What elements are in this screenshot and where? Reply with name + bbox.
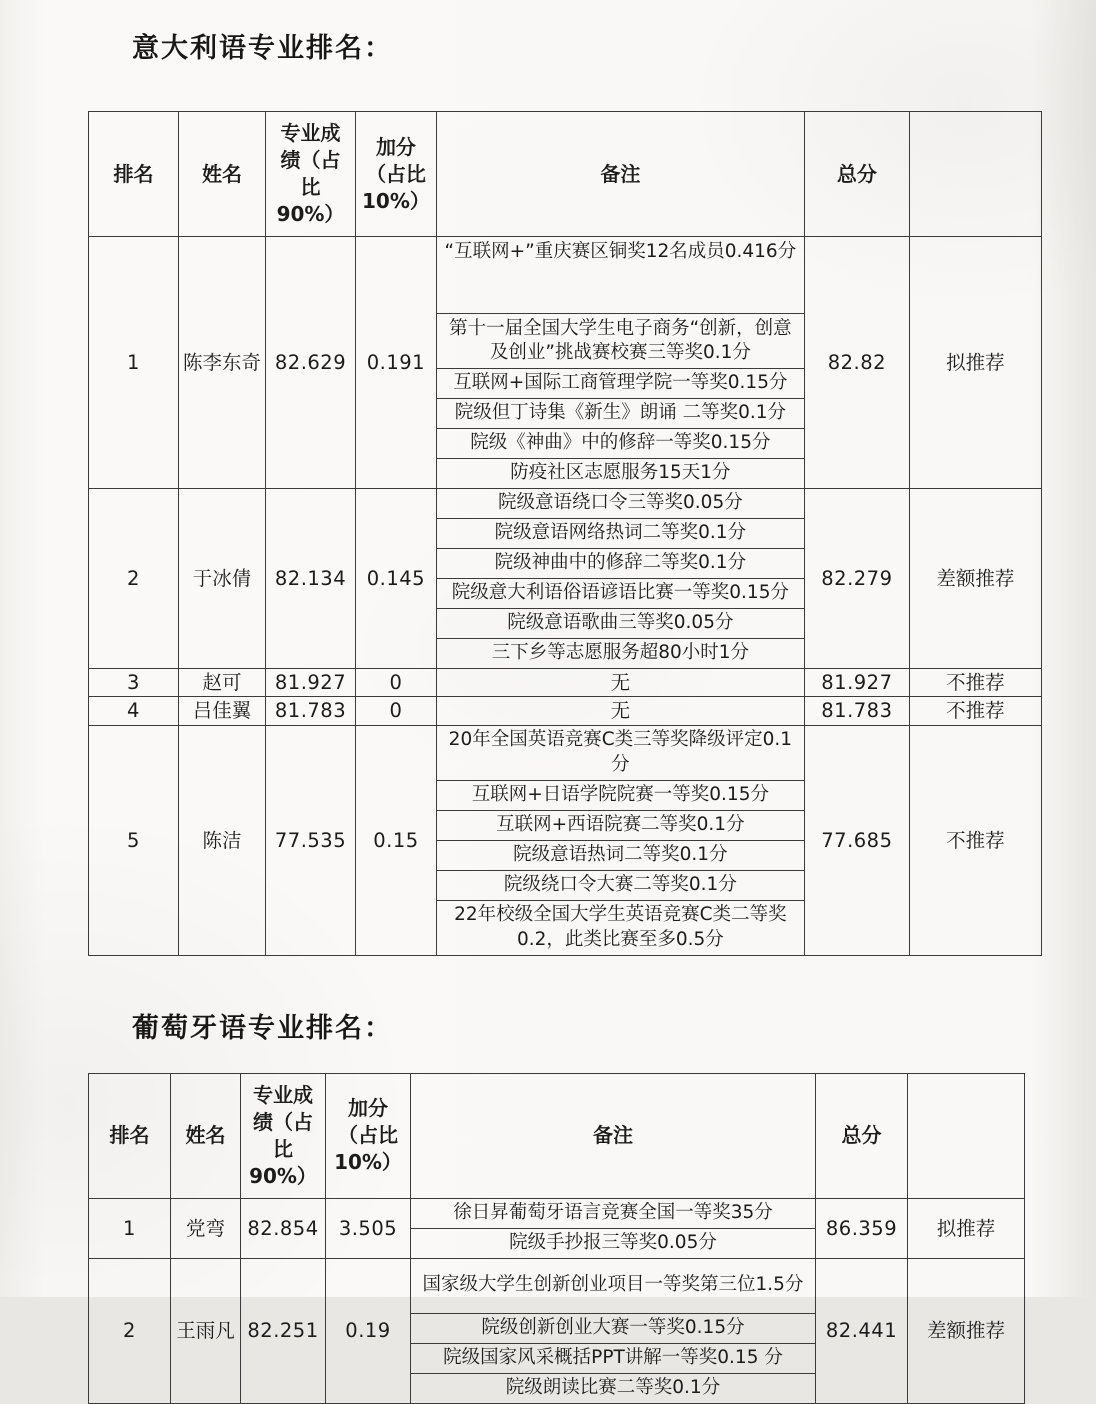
name-cell: 于冰倩: [179, 489, 266, 669]
note-item: 第十一届全国大学生电子商务“创新，创意及创业”挑战赛校赛三等奖0.1分: [437, 314, 804, 369]
name-cell: 赵可: [179, 669, 266, 697]
bonus-cell: 0: [356, 697, 437, 725]
section-title-portuguese: 葡萄牙语专业排名：: [132, 1012, 393, 1044]
note-item: 22年校级全国大学生英语竞赛C类二等奖0.2，此类比赛至多0.5分: [454, 904, 787, 950]
recommendation-cell: 拟推荐: [909, 237, 1041, 489]
table-row: [89, 1258, 1025, 1403]
name-cell: 陈李东奇: [179, 237, 266, 489]
table-row: [89, 669, 1042, 697]
notes-cell: [436, 725, 804, 955]
header-row: [89, 1073, 1025, 1198]
notes-cell: [436, 237, 804, 489]
rank-cell: 4: [89, 697, 179, 725]
bonus-cell: 0.15: [356, 725, 437, 955]
col-header-score: 专业成绩（占比90%）: [241, 1073, 326, 1198]
name-cell: 陈洁: [179, 725, 266, 955]
note-item: 互联网+国际工商管理学院一等奖0.15分: [437, 369, 804, 399]
score-cell: 82.854: [241, 1198, 326, 1258]
total-cell: 81.927: [804, 669, 909, 697]
table-row: [89, 1198, 1025, 1258]
note-item: 院级意大利语俗语谚语比赛一等奖0.15分: [437, 579, 804, 609]
col-header-score: 专业成绩（占比90%）: [266, 112, 356, 237]
col-header-name: 姓名: [179, 112, 266, 237]
note-item: 院级意语歌曲三等奖0.05分: [437, 609, 804, 639]
table-row: [89, 697, 1042, 725]
note-item: 院级但丁诗集《新生》朗诵 二等奖0.1分: [437, 399, 804, 429]
col-header-notes: 备注: [436, 112, 804, 237]
rank-cell: 1: [89, 1198, 171, 1258]
notes-cell: 无: [436, 669, 804, 697]
note-item: 三下乡等志愿服务超80小时1分: [491, 642, 750, 664]
bonus-cell: 0.191: [356, 237, 437, 489]
recommendation-cell: 拟推荐: [908, 1198, 1025, 1258]
col-header-recommendation: [909, 112, 1041, 237]
score-cell: 81.783: [266, 697, 356, 725]
col-header-rank: 排名: [89, 112, 179, 237]
note-item: 院级朗读比赛二等奖0.1分: [505, 1376, 721, 1398]
total-cell: 77.685: [804, 725, 909, 955]
rank-cell: 1: [89, 237, 179, 489]
name-cell: 党弯: [171, 1198, 241, 1258]
bonus-cell: 0: [356, 669, 437, 697]
rank-cell: 2: [89, 1258, 171, 1403]
note-item: 院级手抄报三等奖0.05分: [509, 1231, 717, 1253]
note-item: 20年全国英语竞赛C类三等奖降级评定0.1分: [437, 726, 804, 781]
score-cell: 77.535: [266, 725, 356, 955]
total-cell: 82.441: [816, 1258, 908, 1403]
score-cell: 82.251: [241, 1258, 326, 1403]
note-item: 院级创新创业大赛一等奖0.15分: [411, 1314, 815, 1344]
total-cell: 86.359: [816, 1198, 908, 1258]
score-cell: 82.629: [266, 237, 356, 489]
recommendation-cell: 不推荐: [909, 725, 1041, 955]
col-header-bonus: 加分（占比10%）: [356, 112, 437, 237]
bonus-cell: 0.19: [326, 1258, 411, 1403]
note-item: 互联网+日语学院院赛一等奖0.15分: [437, 781, 804, 811]
notes-cell: [411, 1258, 816, 1403]
col-header-total: 总分: [816, 1073, 908, 1198]
table-row: [89, 489, 1042, 669]
note-item: 院级国家风采概括PPT讲解一等奖0.15 分: [411, 1344, 815, 1374]
bonus-cell: 0.145: [356, 489, 437, 669]
note-item: 院级意语网络热词二等奖0.1分: [437, 519, 804, 549]
note-item: 院级绕口令大赛二等奖0.1分: [437, 871, 804, 901]
note-item: 院级意语热词二等奖0.1分: [437, 841, 804, 871]
notes-cell: [436, 489, 804, 669]
col-header-bonus: 加分（占比10%）: [326, 1073, 411, 1198]
col-header-rank: 排名: [89, 1073, 171, 1198]
note-item: 徐日昇葡萄牙语言竞赛全国一等奖35分: [411, 1199, 815, 1229]
col-header-recommendation: [908, 1073, 1025, 1198]
total-cell: 82.279: [804, 489, 909, 669]
total-cell: 82.82: [804, 237, 909, 489]
col-header-notes: 备注: [411, 1073, 816, 1198]
note-item: “互联网+”重庆赛区铜奖12名成员0.416分: [437, 237, 804, 314]
recommendation-cell: 差额推荐: [908, 1258, 1025, 1403]
note-item: 院级意语绕口令三等奖0.05分: [437, 489, 804, 519]
table-row: [89, 725, 1042, 955]
section-title-italian: 意大利语专业排名：: [132, 33, 393, 64]
col-header-total: 总分: [804, 112, 909, 237]
table-row: [89, 237, 1042, 489]
recommendation-cell: 不推荐: [909, 669, 1041, 697]
note-item: 院级《神曲》中的修辞一等奖0.15分: [437, 429, 804, 459]
name-cell: 王雨凡: [171, 1258, 241, 1403]
score-cell: 81.927: [266, 669, 356, 697]
recommendation-cell: 差额推荐: [909, 489, 1041, 669]
rank-cell: 2: [89, 489, 179, 669]
total-cell: 81.783: [804, 697, 909, 725]
note-item: 国家级大学生创新创业项目一等奖第三位1.5分: [411, 1259, 815, 1314]
note-item: 院级神曲中的修辞二等奖0.1分: [437, 549, 804, 579]
ranking-table-italian: [88, 111, 1042, 956]
name-cell: 吕佳翼: [179, 697, 266, 725]
col-header-name: 姓名: [171, 1073, 241, 1198]
header-row: [89, 112, 1042, 237]
note-item: 防疫社区志愿服务15天1分: [510, 462, 731, 484]
notes-cell: 无: [436, 697, 804, 725]
recommendation-cell: 不推荐: [909, 697, 1041, 725]
rank-cell: 5: [89, 725, 179, 955]
ranking-table-portuguese: [88, 1073, 1025, 1404]
score-cell: 82.134: [266, 489, 356, 669]
rank-cell: 3: [89, 669, 179, 697]
note-item: 互联网+西语院赛二等奖0.1分: [437, 811, 804, 841]
notes-cell: [411, 1198, 816, 1258]
bonus-cell: 3.505: [326, 1198, 411, 1258]
